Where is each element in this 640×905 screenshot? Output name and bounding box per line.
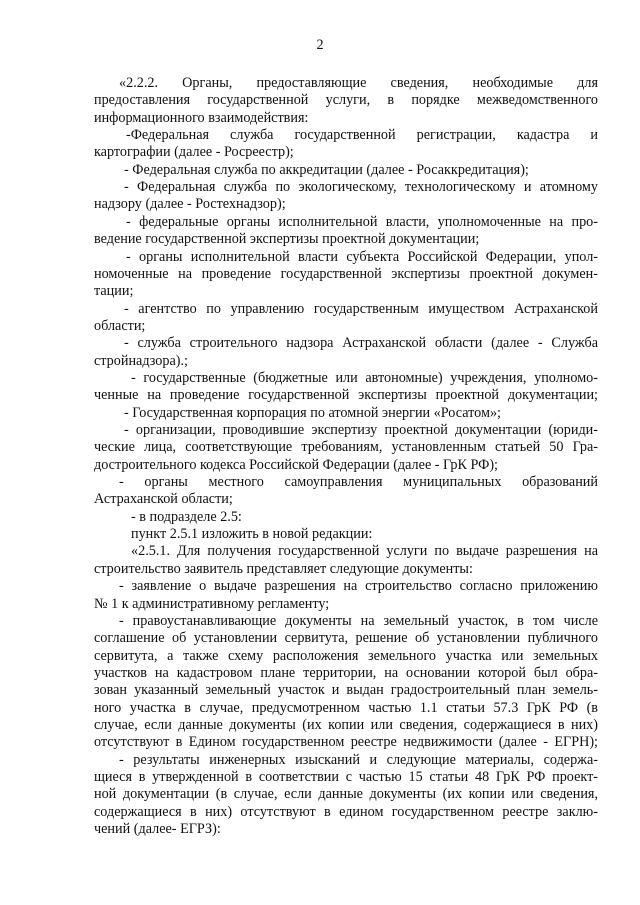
- text-line: - органы исполнительной власти субъекта Российской Федерации, упол-: [126, 248, 598, 265]
- text-line: - в подразделе 2.5:: [131, 508, 242, 525]
- text-line: - Федеральная служба по аккредитации (далее - Росаккредитация);: [124, 161, 529, 178]
- text-line: области;: [94, 317, 146, 334]
- text-line: тации;: [94, 283, 134, 300]
- text-line: достроительного кодекса Российской Федерации (далее - ГрК РФ);: [94, 456, 498, 473]
- text-line: - результаты инженерных изысканий и следующие материалы, содержа-: [119, 751, 598, 768]
- text-line: содержащиеся в них) отсутствуют в едином государственном реестре заклю-: [94, 803, 598, 820]
- text-line: - федеральные органы исполнительной власти, уполномоченные на про-: [126, 213, 598, 230]
- text-line: щиеся в утвержденной в соответствии с частью 15 статьи 48 ГрК РФ проект-: [94, 769, 598, 785]
- text-line: - правоустанавливающие документы на земельный участок, в том числе: [119, 612, 598, 629]
- text-line: предоставления государственной услуги, в порядке межведомственного: [94, 92, 598, 109]
- text-line: ведение государственной экспертизы проектной документации;: [94, 231, 480, 248]
- text-line: № 1 к административному регламенту;: [94, 595, 330, 612]
- text-line: ной документации (в случае, если данные документы (их копии или сведения,: [94, 786, 598, 803]
- text-line: - Государственная корпорация по атомной энергии «Росатом»;: [124, 404, 502, 421]
- text-line: - агентство по управлению государственным имуществом Астраханской: [124, 300, 598, 317]
- text-line: участков на кадастровом плане территории, на основании которой был обра-: [94, 664, 598, 681]
- text-line: ного участка в случае, предусмотренном частью 1.1 статьи 57.3 ГрК РФ (в: [94, 699, 598, 716]
- text-line: отсутствуют в Едином государственном реестре недвижимости (далее - ЕГРН);: [94, 734, 598, 751]
- text-line: «2.2.2. Органы, предоставляющие сведения, необходимые для: [119, 75, 598, 91]
- text-line: надзору (далее - Ростехнадзор);: [94, 196, 286, 213]
- text-line: - служба строительного надзора Астраханской области (далее - Служба: [124, 335, 598, 352]
- text-line: информационного взаимодействия:: [94, 109, 309, 126]
- text-line: чений (далее- ЕГРЗ):: [94, 821, 221, 838]
- text-line: случае, если данные документы (их копии или сведения, содержащиеся в них): [94, 716, 598, 733]
- text-line: -Федеральная служба государственной регистрации, кадастра и: [126, 127, 598, 144]
- text-line: - заявление о выдаче разрешения на строительство согласно приложению: [119, 578, 598, 595]
- text-line: сервитута, а также схему расположения земельного участка или земельных: [94, 647, 598, 664]
- text-line: пункт 2.5.1 изложить в новой редакции:: [131, 526, 373, 543]
- text-line: стройнадзора).;: [94, 352, 188, 369]
- text-line: - органы местного самоуправления муниципальных образований: [119, 474, 598, 491]
- text-line: картографии (далее - Росреестр);: [94, 144, 294, 161]
- text-line: «2.5.1. Для получения государственной услуги по выдаче разрешения на: [131, 543, 598, 560]
- text-line: ческие лица, соответствующие требованиям, установленным статьей 50 Гра-: [94, 439, 598, 456]
- text-line: - организации, проводившие экспертизу проектной документации (юриди-: [124, 422, 598, 438]
- text-line: ченные на проведение государственной экспертизы проектной документации;: [94, 387, 598, 404]
- text-line: - государственные (бюджетные или автономные) учреждения, уполномо-: [131, 369, 598, 386]
- text-line: зован указанный земельный участок и выдан градостроительный план земель-: [94, 682, 598, 699]
- text-line: строительство заявитель представляет следующие документы:: [94, 560, 473, 577]
- text-line: номоченные на проведение государственной экспертизы проектной докумен-: [94, 265, 598, 282]
- text-line: соглашение об установлении сервитута, решение об установлении публичного: [94, 630, 598, 647]
- page-number: 2: [316, 37, 324, 53]
- text-line: - Федеральная служба по экологическому, технологическому и атомному: [124, 179, 598, 196]
- text-line: Астраханской области;: [94, 491, 233, 508]
